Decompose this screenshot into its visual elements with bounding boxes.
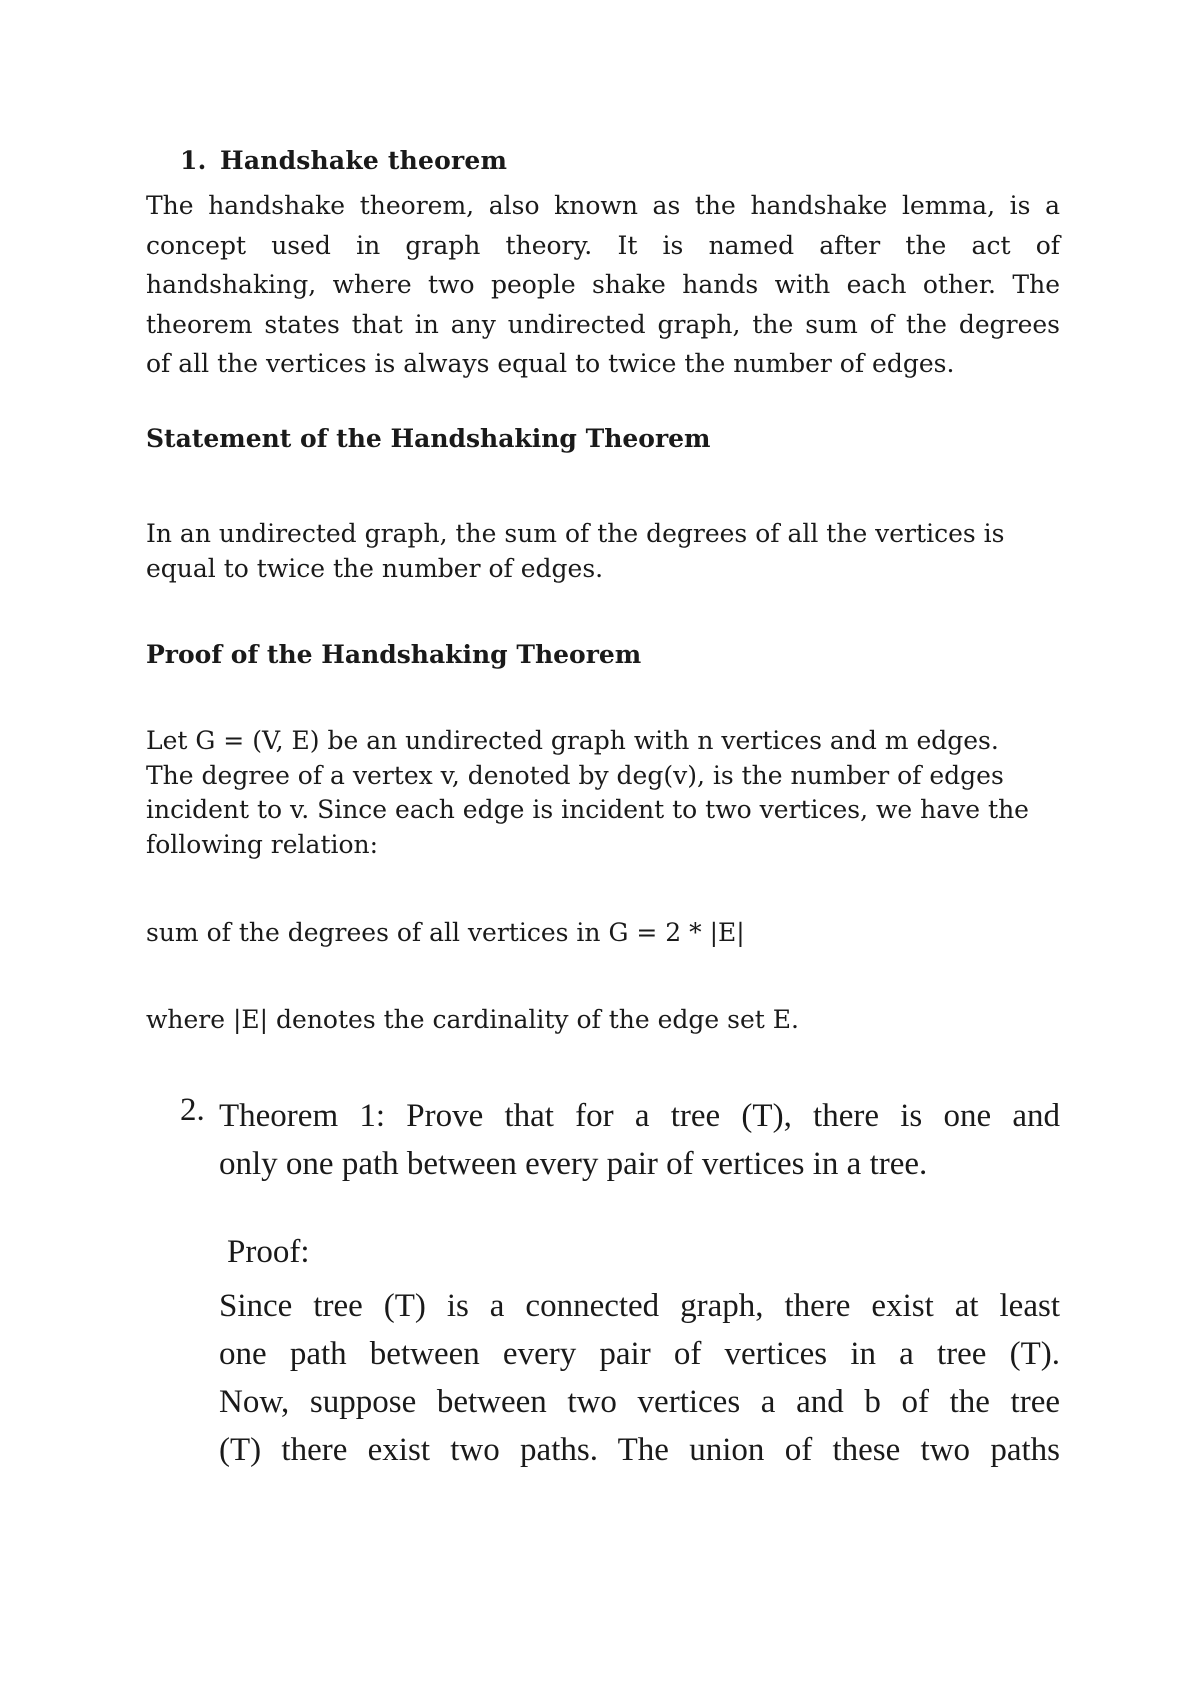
intro-line: handshaking, where two people shake hands with each other. The [146,270,1060,299]
theorem-line: Theorem 1: Prove that for a tree (T), there is one and [219,1098,1060,1134]
intro-line: The handshake theorem, also known as the handshake lemma, is a [146,191,1060,220]
statement-heading: Statement of the Handshaking Theorem [146,424,711,453]
section-1-heading [180,146,507,175]
formula-note: where |E| denotes the cardinality of the edge set E. [146,1005,799,1034]
intro-paragraph [146,186,1060,384]
theorem-proof-line: (T) there exist two paths. The union of these two paths [219,1432,1060,1468]
statement-line: equal to twice the number of edges. [146,553,604,583]
statement-line: In an undirected graph, the sum of the degrees of all the vertices is [146,519,1005,548]
proof-label: Proof: [227,1234,310,1270]
proof-line: Let G = (V, E) be an undirected graph with n vertices and m edges. [146,726,999,755]
theorem-proof-line: one path between every pair of vertices in a tree (T). [219,1336,1060,1372]
theorem-statement [219,1092,1060,1188]
theorem-proof-paragraph [219,1282,1060,1474]
proof-paragraph [146,724,1060,862]
theorem-line: only one path between every pair of vertices in a tree. [219,1146,928,1182]
proof-line: following relation: [146,829,379,859]
proof-line: incident to v. Since each edge is incident to two vertices, we have the [146,795,1029,824]
proof-heading: Proof of the Handshaking Theorem [146,640,642,669]
statement-paragraph [146,517,1060,586]
theorem-proof-line: Now, suppose between two vertices a and b of the tree [219,1384,1060,1420]
intro-line: concept used in graph theory. It is named after the act of [146,230,1060,260]
proof-line: The degree of a vertex v, denoted by deg(v), is the number of edges [146,760,1004,790]
section-1-number: 1. [180,146,207,175]
section-2-number: 2. [180,1092,205,1128]
intro-line: theorem states that in any undirected graph, the sum of the degrees [146,309,1060,339]
section-1-title: Handshake theorem [220,146,508,175]
degree-sum-formula: sum of the degrees of all vertices in G = 2 * |E| [146,918,745,947]
theorem-proof-line: Since tree (T) is a connected graph, there exist at least [219,1288,1060,1324]
intro-line: of all the vertices is always equal to twice the number of edges. [146,349,955,378]
